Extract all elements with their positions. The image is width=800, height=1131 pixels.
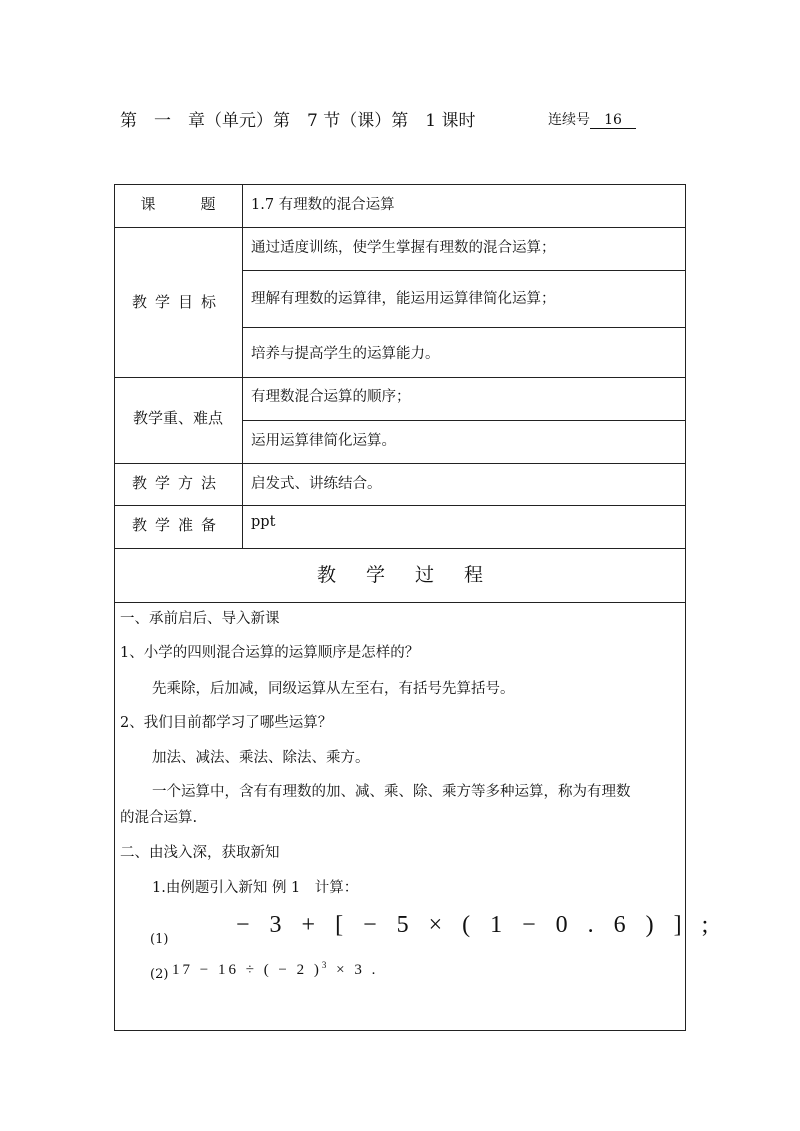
section-heading: 一、承前启后、导入新课 (120, 611, 280, 627)
problem-2-expression-part-b: × 3 . (329, 962, 379, 978)
serial-label: 连续号 (548, 112, 590, 128)
serial-value: 16 (590, 112, 636, 129)
method-value: 启发式、讲练结合。 (251, 476, 382, 492)
problem-2-label: (2) (150, 967, 169, 982)
goal-item: 培养与提高学生的运算能力。 (251, 346, 440, 362)
process-title: 教学过程 (316, 564, 513, 586)
paragraph-line: 一个运算中，含有有理数的加、减、乘、除、乘方等多种运算，称为有理数 (152, 784, 631, 800)
topic-value: 1.7 有理数的混合运算 (251, 197, 395, 213)
example-intro: 1.由例题引入新知 例 1 计算： (152, 880, 359, 896)
method-label: 教学方法 (131, 474, 224, 492)
section-heading: 二、由浅入深，获取新知 (120, 845, 280, 861)
table-row-divider (114, 377, 686, 378)
lesson-header (120, 106, 622, 131)
topic-label: 课 题 (140, 195, 216, 213)
problem-1-expression: − 3 + [ − 5 × ( 1 − 0 . 6 ) ] ; (236, 912, 716, 938)
table-row-divider (242, 270, 686, 271)
answer-line: 先乘除，后加减，同级运算从左至右，有括号先算括号。 (152, 681, 515, 697)
table-row-divider (242, 420, 686, 421)
problem-2-exponent: 3 (321, 960, 330, 970)
table-row-divider (242, 327, 686, 328)
problem-2-expression-part-a: 17 − 16 ÷ ( − 2 ) (172, 962, 322, 978)
paragraph-line: 的混合运算. (120, 810, 198, 826)
goal-item: 理解有理数的运算律，能运用运算律简化运算； (251, 291, 556, 307)
prep-value: ppt (251, 514, 276, 530)
problem-2-expression (172, 960, 378, 979)
table-column-divider (242, 184, 243, 548)
table-row-divider (114, 463, 686, 464)
table-row-divider (114, 505, 686, 506)
serial-number (548, 109, 636, 129)
question-line: 2、我们目前都学习了哪些运算？ (120, 715, 333, 731)
goals-label: 教学目标 (131, 293, 224, 311)
prep-label: 教学准备 (131, 516, 224, 534)
keypoint-item: 有理数混合运算的顺序； (251, 389, 411, 405)
table-row-divider (114, 227, 686, 228)
goal-item: 通过适度训练，使学生掌握有理数的混合运算； (251, 240, 556, 256)
table-row-divider (114, 602, 686, 603)
keypoint-item: 运用运算律简化运算。 (251, 433, 396, 449)
answer-line: 加法、减法、乘法、除法、乘方。 (152, 750, 370, 766)
problem-1-label: (1) (150, 932, 169, 947)
chapter-line: 第 一 章（单元）第 7 节（课）第 1 课时 (120, 111, 476, 131)
question-line: 1、小学的四则混合运算的运算顺序是怎样的？ (120, 645, 420, 661)
keypoints-label: 教学重、难点 (132, 409, 223, 427)
table-row-divider (114, 548, 686, 549)
